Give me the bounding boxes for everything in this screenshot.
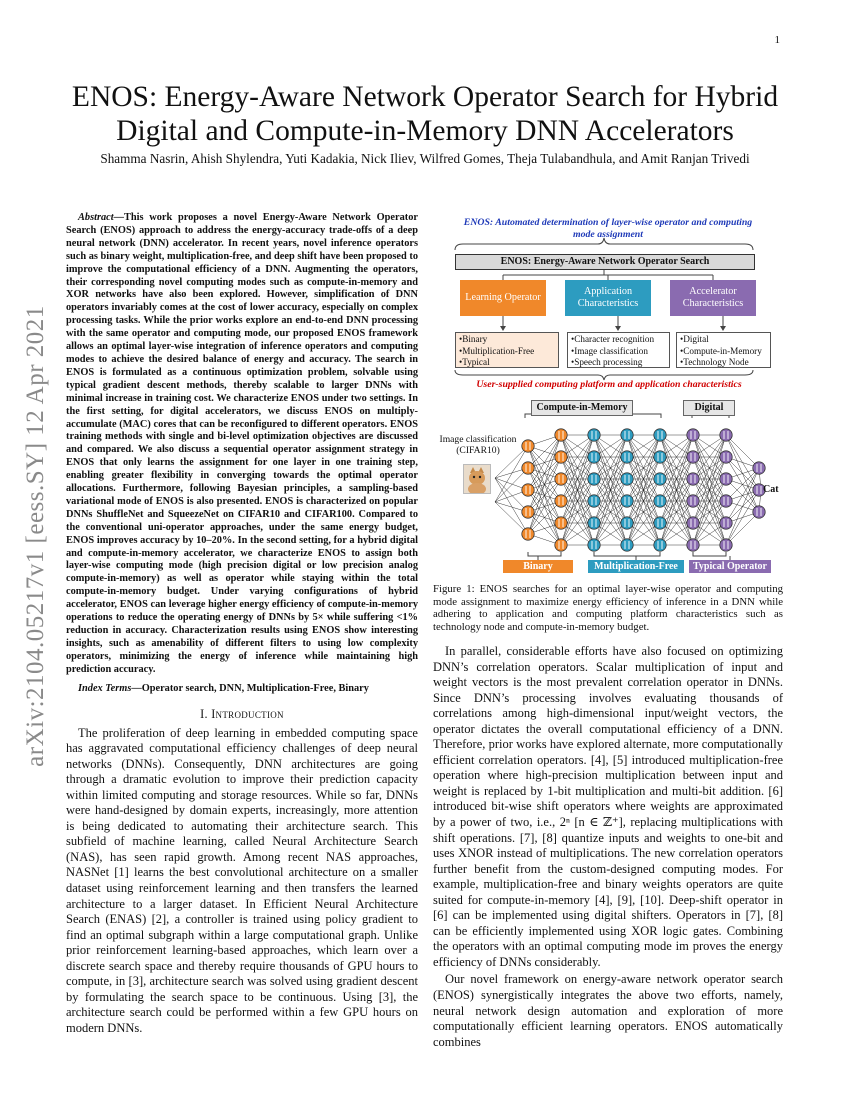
arxiv-stamp xyxy=(8,290,58,810)
nn-node xyxy=(588,451,600,463)
nn-node xyxy=(522,506,534,518)
nn-node xyxy=(588,473,600,485)
nn-node xyxy=(654,517,666,529)
nn-node xyxy=(687,451,699,463)
nn-node xyxy=(720,473,732,485)
operator-bracket xyxy=(528,552,561,556)
list-item: • Typical xyxy=(459,357,555,369)
category-learning-operator: Learning Operator xyxy=(460,280,546,316)
cat-icon xyxy=(464,465,490,493)
nn-node xyxy=(621,429,633,441)
nn-node xyxy=(654,473,666,485)
paragraph-enos: Our novel framework on energy-aware network operator search (ENOS) synergistically integrates the above two efforts, namely, neural network design automation and exploration of more computationally efficient learning operators. ENOS automatically combines xyxy=(433,972,783,1049)
figure-1 xyxy=(433,212,783,585)
operator-multiplication-free: Multiplication-Free xyxy=(588,560,684,573)
nn-node xyxy=(720,495,732,507)
nn-node xyxy=(720,451,732,463)
nn-node xyxy=(654,539,666,551)
input-label: Image classification (CIFAR10) xyxy=(439,434,517,456)
nn-node xyxy=(720,517,732,529)
nn-node xyxy=(654,495,666,507)
nn-node xyxy=(720,429,732,441)
author-list: Shamma Nasrin, Ahish Shylendra, Yuti Kadakia, Nick Iliev, Wilfred Gomes, Theja Tulabandhula, and Amit Ranjan Trivedi xyxy=(100,151,750,166)
page-number: 1 xyxy=(774,34,780,46)
nn-node xyxy=(555,473,567,485)
nn-node xyxy=(687,473,699,485)
nn-node xyxy=(720,539,732,551)
nn-node xyxy=(555,429,567,441)
paragraph-operators: In parallel, considerable efforts have also focused on optimizing DNN’s correlation operators. Scalar multiplication of input and weight vectors is the most prevalent correlation operator in DNNs. Since DNN’s processing involves evaluating thousands of correlations among high-dimensional input/weight vectors, the operator dictates the overall computational efficiency of a DNN. Therefore, prior works have explored alternate, more computationally efficient correlation operators. [4], [5] introduced multiplication-free operation where high-precision multiplication between input and weight is replaced by 1-bit multiplication and multi-bit addition. [6] introduced bit-wise shift operators where weights are approximated by a power of two, i.e., 2ⁿ [n ∈ ℤ⁺], replacing multiplications with shift operations. [7], [8] quantize inputs and weights to one-bit and uses XNOR instead of multiplications. The new correlation operators further benefit from the custom-designed computing modes. For example, multiplication-free and binary weights operators are quite suited for compute-in-memory [4], [9], [10]. Deep-shift operator in [6] can be implemented using digital shifters. Operators in [7], [8] can be efficiently implemented using XOR logic gates. Combining the operators with an optimal computing mode im proves the energy efficiency of DNNs considerably. xyxy=(433,644,783,969)
figure-caption-block xyxy=(433,583,783,633)
list-item: • Technology Node xyxy=(680,357,767,369)
nn-connection xyxy=(726,512,759,545)
paper-title: ENOS: Energy-Aware Network Operator Search for Hybrid Digital and Compute-in-Memory DNN Accelerators xyxy=(71,81,779,147)
list-item: • Character recognition xyxy=(571,334,666,346)
nn-node xyxy=(621,495,633,507)
intro-paragraph: The proliferation of deep learning in embedded computing space has aggravated computational efficiency challenges of deep neural networks (DNNs). Consequently, DNN architectures are going through a dramatic evolution to improve their prediction capacity within limited computing and storage resources. While so far, DNNs were hand-designed by domain experts, increasingly, more attention is being dedicated to automating their architecture search. This subfield of machine learning, called Neural Architecture Search (NAS), has seen rapid growth. Among recent NAS approaches, NASNet [1] learns the best convolutional architecture on a smaller dataset using reinforcement learning and then transfers the learned architecture to a larger dataset. In Efficient Neural Architecture Search (ENAS) [2], a controller is trained using policy gradient to find an optimal subgraph within a large computational graph. Unlike prior reinforcement learning-based approaches, which learn over a discrete search space and thereby require thousands of GPU hours to compute, in [3], architecture search was solved using gradient descent by formulating the search space to be continuous. Using [3], the architecture search could be performed within a few GPU hours on modern DNNs. xyxy=(66,725,418,1035)
section-number: I. xyxy=(200,706,208,721)
index-text: —Operator search, DNN, Multiplication-Free, Binary xyxy=(131,682,369,694)
nn-node xyxy=(687,539,699,551)
nn-node xyxy=(687,429,699,441)
nn-node xyxy=(621,517,633,529)
nn-node xyxy=(654,429,666,441)
left-column xyxy=(66,212,418,1036)
nn-node xyxy=(555,495,567,507)
nn-connection xyxy=(528,435,561,468)
operator-binary: Binary Operator xyxy=(503,560,573,573)
list-application xyxy=(567,332,670,368)
nn-node xyxy=(555,517,567,529)
operator-bracket xyxy=(693,552,726,556)
category-accelerator: Accelerator Characteristics xyxy=(670,280,756,316)
nn-node xyxy=(588,539,600,551)
list-item: • Compute-in-Memory xyxy=(680,346,767,358)
nn-node xyxy=(588,517,600,529)
arrow-head xyxy=(615,326,621,331)
abstract-text: —This work proposes a novel Energy-Aware Network Operator Search (ENOS) approach to address the energy-accuracy trade-offs of a deep neural network (DNN) accelerator. In recent years, novel inference operators such as binary weight, multiplication-free, and deep shift have been proposed to improve the computational efficiency of a DNN. Augmenting the operators, their corresponding novel computing modes such as compute-in-memory and XOR networks have also been explored. However, simplification of DNN operators invariably comes at the cost of lower accuracy, especially on complex processing tasks. While the prior works explore an end-to-end DNN processing with the same operator and computing mode, our proposed ENOS framework allows an optimal layer-wise integration of inference operators and computing modes to achieve the desired balance of energy and accuracy. The search in ENOS is formulated as a continuous optimization problem, solvable using typical gradient descent methods, thereby scalable to larger DNNs with minimal increase in training cost. We characterize ENOS under two settings. In the first setting, for digital accelerators, we discuss ENOS on multiply-accumulate (MAC) cores that can be reconfigured to different operators. ENOS training methods with single and bi-level optimization objectives are discussed and compared. We also discuss a sequential operator assignment strategy in ENOS that only learns the assignment for one layer in one training step, enabling greater flexibility in converging towards the optimal operator allocations. Furthermore, following Bayesian principles, a sampling-based variational mode of ENOS is also presented. ENOS is characterized on popular DNNs ShuffleNet and SqueezeNet on CIFAR10 and CIFAR100. Compared to the conventional uni-operator approaches, under the same energy budget, ENOS improves accuracy by 10–20%. In the second setting, for a hybrid digital and compute-in-memory accelerator, we characterize ENOS to assign both layer-wise computing mode (high precision digital or low precision analog compute-in-memory) as well as operator while staying within the total compute-in-memory budget. Under varying configurations of hybrid accelerator, ENOS can leverage higher energy efficiency of compute-in-memory operations to reduce the operating energy of DNNs by 5× while suffering <1% reduction in accuracy. Characterization results using ENOS show interesting insights, such as amenability of different filters to using low complexity operators, minimizing the energy of inference while maintaining high prediction accuracy. xyxy=(66,212,418,675)
user-supplied-note: User-supplied computing platform and application characteristics xyxy=(476,379,742,390)
nn-node xyxy=(555,451,567,463)
nn-node xyxy=(687,517,699,529)
nn-node xyxy=(753,462,765,474)
nn-node xyxy=(687,495,699,507)
section-title: Introduction xyxy=(211,706,284,721)
nn-node xyxy=(588,495,600,507)
nn-node xyxy=(654,451,666,463)
nn-node xyxy=(621,473,633,485)
index-terms xyxy=(66,683,418,696)
operator-bracket xyxy=(594,552,660,556)
arxiv-id: arXiv:2104.05217v1 [eess.SY] 12 Apr 2021 xyxy=(22,305,49,767)
list-accelerator xyxy=(676,332,771,368)
arrow-head xyxy=(720,326,726,331)
nn-node xyxy=(621,451,633,463)
figure-top-note: ENOS: Automated determination of layer-wise operator and computing mode assignment xyxy=(463,217,753,240)
nn-node xyxy=(522,462,534,474)
section-heading xyxy=(66,707,418,722)
category-application: Application Characteristics xyxy=(565,280,651,316)
list-item: • Binary xyxy=(459,334,555,346)
figure-caption: Figure 1: ENOS searches for an optimal layer-wise operator and computing mode assignment to maximize energy efficiency of inference in a DNN while adhering to application and computing platform characteristics such as technology node and compute-in-memory budget. xyxy=(433,583,783,633)
nn-connection xyxy=(726,435,759,468)
right-column-text xyxy=(433,644,783,1050)
list-item: • Speech processing xyxy=(571,357,666,369)
output-label: Cat xyxy=(763,484,779,495)
index-label: Index Terms xyxy=(78,682,132,694)
figure-header-bar: ENOS: Energy-Aware Network Operator Search xyxy=(455,254,755,270)
list-item: • Multiplication-Free xyxy=(459,346,555,358)
abstract xyxy=(66,212,418,677)
nn-node xyxy=(522,484,534,496)
operator-typical: Typical Operator xyxy=(689,560,771,573)
nn-node xyxy=(522,440,534,452)
zone-digital: Digital xyxy=(683,400,735,416)
nn-node xyxy=(555,539,567,551)
nn-node xyxy=(522,528,534,540)
abstract-label: Abstract xyxy=(78,212,114,223)
cat-image-icon xyxy=(463,464,491,494)
nn-node xyxy=(621,539,633,551)
list-item: • Digital xyxy=(680,334,767,346)
zone-compute-in-memory: Compute-in-Memory xyxy=(531,400,633,416)
nn-node xyxy=(753,506,765,518)
list-item: • Image classification xyxy=(571,346,666,358)
list-learning-operator xyxy=(455,332,559,368)
nn-node xyxy=(588,429,600,441)
arrow-head xyxy=(500,326,506,331)
